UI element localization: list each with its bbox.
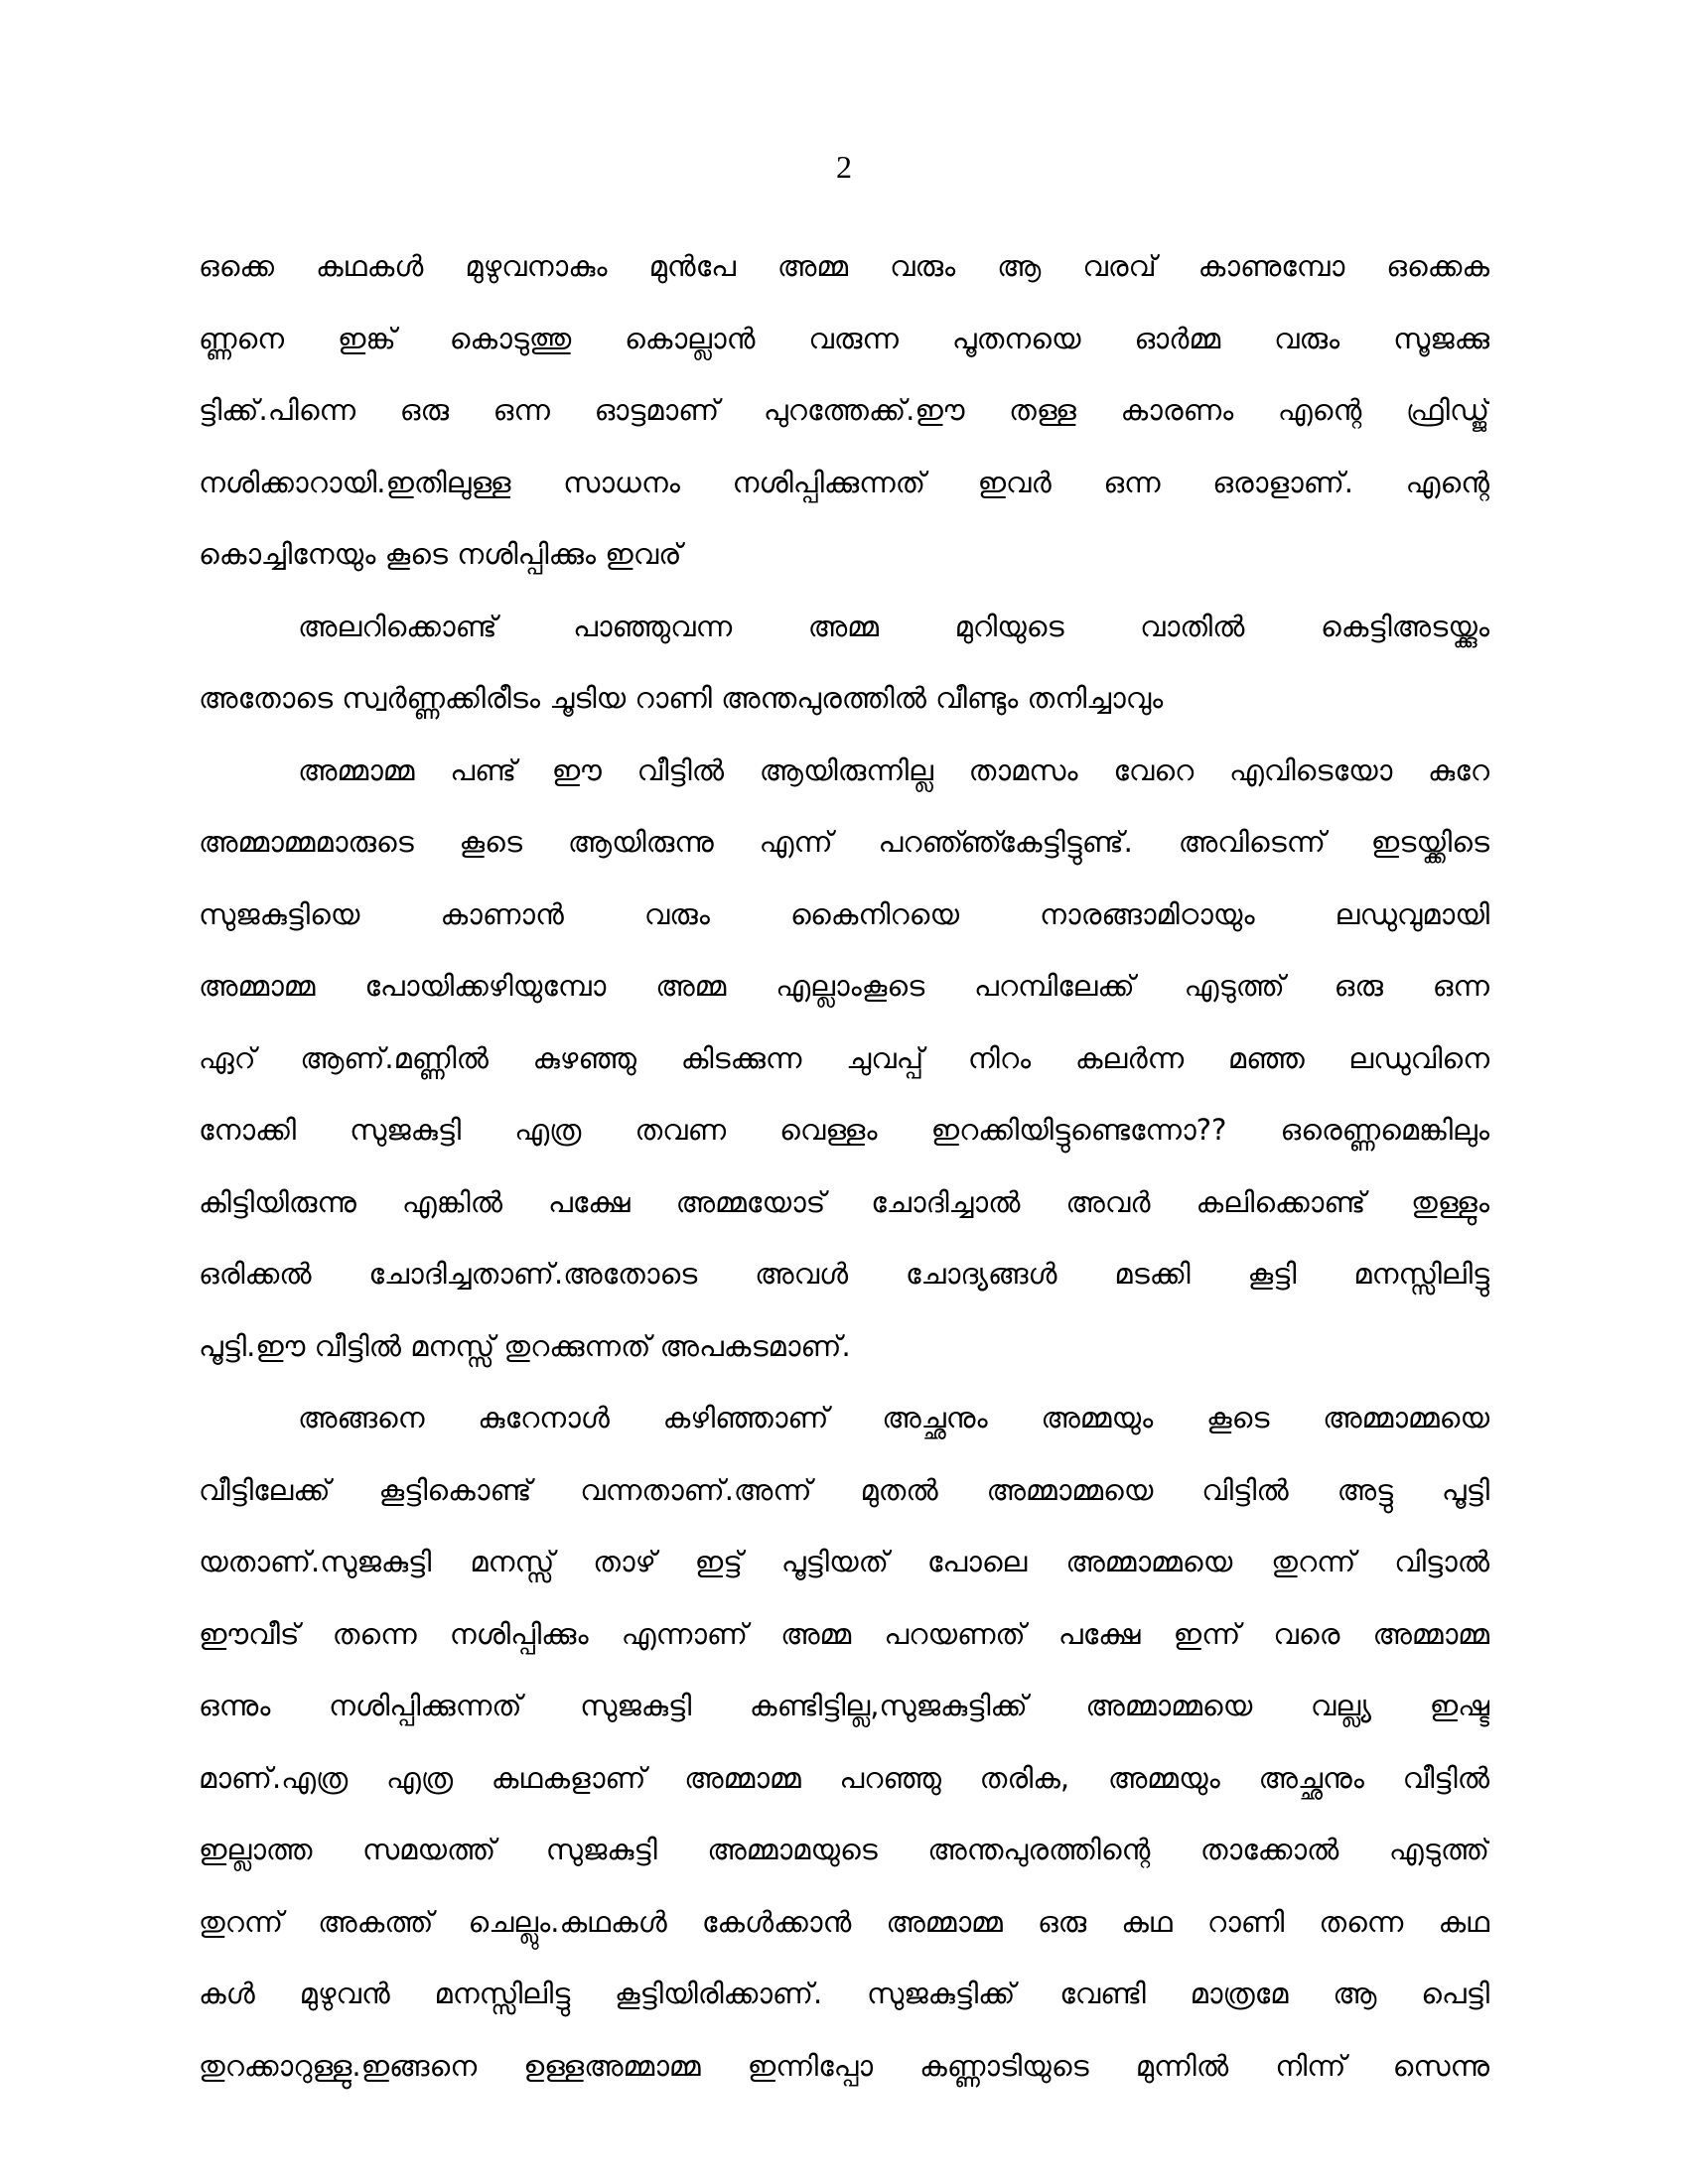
text-line: അങ്ങനെ കുറേനാൾ കഴിഞ്ഞാണ് അച്ഛനും അമ്മയും കൂടെ അമ്മാമ്മയെ <box>298 1401 1489 1434</box>
paragraph <box>199 591 1489 735</box>
text-line: നശിക്കാറായി.ഇതിലുള്ള സാധനം നശിപ്പിക്കുന്നത് ഇവർ ഒന്ന ഒരാളാണ്. എന്റെ <box>199 465 1489 499</box>
text-line: ണ്ണനെ ഇങ്ക് കൊടുത്തു കൊല്ലാൻ വരുന്ന പൂതനയെ ഓർമ്മ വരും സൂജക്കു <box>199 321 1489 355</box>
text-line: കിട്ടിയിരുന്നു എങ്കിൽ പക്ഷേ അമ്മയോട് ചോദിച്ചാൽ അവർ കലിക്കൊണ്ട് തുള്ളും <box>199 1184 1489 1219</box>
text-line: കൊച്ചിനേയും കൂടെ നശിപ്പിക്കും ഇവര് <box>199 537 682 571</box>
paragraph <box>199 1382 1489 2102</box>
text-line: ട്ടിക്ക്.പിന്നെ ഒരു ഒന്ന ഓട്ടമാണ് പുറത്തേക്ക്.ഈ തള്ള കാരണം എന്റെ ഫ്രിഡ്ജ് <box>199 393 1489 427</box>
text-line: നോക്കി സുജകുട്ടി എത്ര തവണ വെള്ളം ഇറക്കിയിട്ടുണ്ടെന്നോ?? ഒരെണ്ണമെങ്കിലും <box>199 1113 1489 1147</box>
text-line: അലറിക്കൊണ്ട് പാഞ്ഞുവന്ന അമ്മ മുറിയുടെ വാതിൽ കെട്ടിഅടയ്ക്കും <box>298 609 1489 643</box>
text-line: വീട്ടിലേക്ക് കൂട്ടികൊണ്ട് വന്നതാണ്.അന്ന് മുതൽ അമ്മാമ്മയെ വിട്ടിൽ അട്ടു പൂട്ടി <box>199 1472 1489 1507</box>
text-line: അമ്മാമ്മമാരുടെ കൂടെ ആയിരുന്നു എന്ന് പറഞ്ഞ്കേട്ടിട്ടുണ്ട്. അവിടെന്ന് ഇടയ്ക്കിടെ <box>199 825 1489 859</box>
text-line: ഈവീട് തന്നെ നശിപ്പിക്കും എന്നാണ് അമ്മ പറയണത് പക്ഷേ ഇന്ന് വരെ അമ്മാമ്മ <box>199 1616 1489 1651</box>
text-line: ഏറ് ആണ്.മണ്ണിൽ കുഴഞ്ഞു കിടക്കുന്ന ചുവപ്പ് നിറം കലർന്ന മഞ്ഞ ലഡുവിനെ <box>199 1040 1489 1075</box>
text-line: തുറക്കാറുള്ളു.ഇങ്ങനെ ഉള്ളഅമ്മാമ്മ ഇന്നിപ്പോ കണ്ണാടിയുടെ മുന്നിൽ നിന്ന് സെന്നു <box>199 2048 1489 2083</box>
text-line: അതോടെ സ്വർണ്ണക്കിരീടം ചൂടിയ റാണി അന്തപുരത്തിൽ വീണ്ടും തനിച്ചാവും <box>199 681 1164 715</box>
text-line: ഒരിക്കൽ ചോദിച്ചതാണ്.അതോടെ അവൾ ചോദ്യങ്ങൾ മടക്കി കൂട്ടി മനസ്സിലിട്ടു <box>199 1257 1489 1291</box>
text-line: മാണ്.എത്ര എത്ര കഥകളാണ് അമ്മാമ്മ പറഞ്ഞു തരിക, അമ്മയും അച്ഛനും വീട്ടിൽ <box>199 1760 1489 1795</box>
text-line: തുറന്ന് അകത്ത് ചെല്ലും.കഥകൾ കേൾക്കാൻ അമ്മാമ്മ ഒരു കഥ റാണി തന്നെ കഥ <box>199 1904 1489 1939</box>
text-line: കൾ മുഴുവൻ മനസ്സിലിട്ടു കൂട്ടിയിരിക്കാണ്. സുജകുട്ടിക്ക് വേണ്ടി മാത്രമേ ആ പെട്ടി <box>199 1977 1489 2010</box>
paragraph <box>199 230 1489 591</box>
paragraph <box>199 735 1489 1383</box>
body-text <box>199 230 1489 2102</box>
text-line: സുജകുട്ടിയെ കാണാൻ വരും കൈനിറയെ നാരങ്ങാമിഠായും ലഡുവുമായി <box>199 896 1489 931</box>
text-line: അമ്മാമ്മ പണ്ട് ഈ വീട്ടിൽ ആയിരുന്നില്ല താമസം വേറെ എവിടെയോ കുറേ <box>298 752 1489 787</box>
text-line: ഇല്ലാത്ത സമയത്ത് സുജകുട്ടി അമ്മാമയുടെ അന്തപുരത്തിന്റെ താക്കോൽ എടുത്ത് <box>199 1833 1489 1866</box>
page-number: 2 <box>836 149 852 185</box>
text-line: അമ്മാമ്മ പോയിക്കഴിയുമ്പോ അമ്മ എല്ലാംകൂടെ പറമ്പിലേക്ക് എടുത്ത് ഒരു ഒന്ന <box>199 969 1489 1003</box>
text-line: പൂട്ടി.ഈ വീട്ടിൽ മനസ്സ് തുറക്കുന്നത് അപകടമാണ്. <box>199 1328 851 1363</box>
text-line: യതാണ്.സുജകുട്ടി മനസ്സ് താഴ് ഇട്ട് പൂട്ടിയത് പോലെ അമ്മാമ്മയെ തുറന്ന് വിട്ടാൽ <box>199 1545 1489 1578</box>
text-line: ഒന്നും നശിപ്പിക്കുന്നത് സുജകുട്ടി കണ്ടിട്ടില്ല,സുജകുട്ടിക്ക് അമ്മാമ്മയെ വല്ല്യ ഇഷ്ട <box>199 1689 1489 1722</box>
text-line: ഒക്കെ കഥകൾ മുഴുവനാകും മുൻപേ അമ്മ വരും ആ വരവ് കാണുമ്പോ ഒക്കെക <box>199 249 1489 283</box>
